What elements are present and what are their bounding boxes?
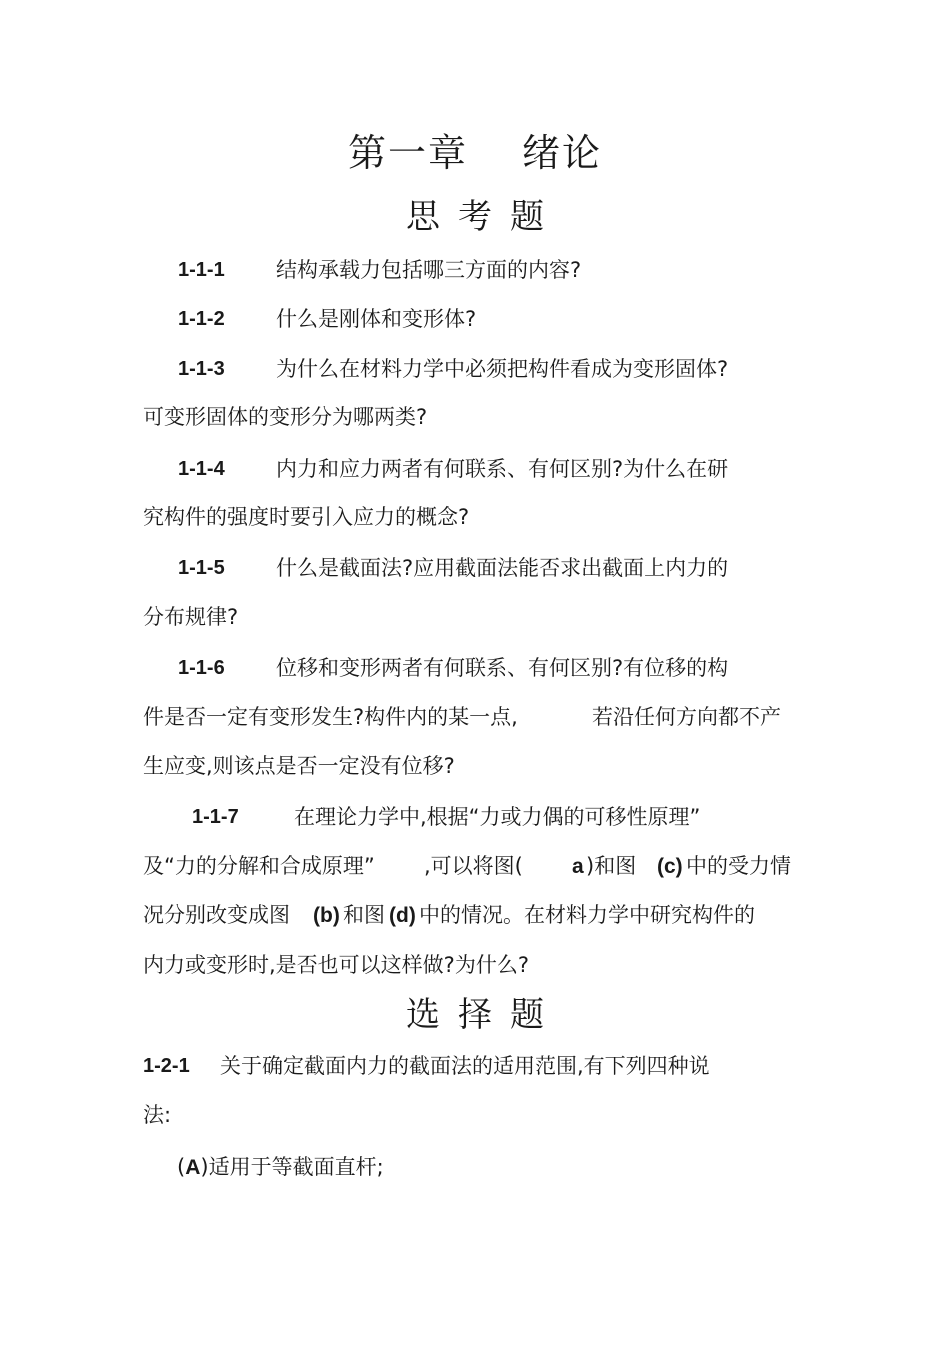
question-text — [657, 851, 683, 882]
question-text: 位移和变形两者有何联系、有何区别?有位移的构 — [276, 656, 729, 680]
question-text: 内力或变形时,是否也可以这样做?为什么? — [143, 953, 529, 977]
option-open: ( — [177, 1155, 186, 1179]
figure-ref-a: a — [572, 855, 584, 878]
question-text: 法: — [143, 1103, 172, 1127]
question-number: 1-1-1 — [178, 259, 225, 281]
option-a — [177, 1152, 384, 1183]
option-label: A — [185, 1156, 201, 1179]
figure-ref-d: (d) — [389, 904, 416, 927]
question-text: 在理论力学中,根据“力或力偶的可移性原理” — [294, 805, 701, 829]
question-number: 1-1-7 — [192, 806, 239, 828]
question-number: 1-1-3 — [178, 358, 225, 380]
question-text: )和图 — [586, 854, 637, 878]
question-number: 1-1-6 — [178, 657, 225, 679]
question-number: 1-2-1 — [143, 1055, 190, 1077]
question-text: 关于确定截面内力的截面法的适用范围,有下列四种说 — [220, 1054, 710, 1078]
question-text: 况分别改变成图 — [143, 903, 290, 927]
option-close: ) — [200, 1155, 209, 1179]
question-number: 1-1-4 — [178, 458, 225, 480]
question-text: 若沿任何方向都不产 — [592, 705, 781, 729]
section-title-thinking: 思考题 — [406, 197, 562, 237]
question-text: 中的受力情 — [686, 854, 791, 878]
question-text: ,可以将图( — [424, 854, 523, 878]
question-text: 究构件的强度时要引入应力的概念? — [143, 505, 470, 529]
section-title-choice: 选择题 — [406, 995, 562, 1035]
question-text — [389, 900, 416, 931]
question-text: 结构承载力包括哪三方面的内容? — [276, 258, 582, 282]
option-text: 适用于等截面直杆; — [208, 1155, 384, 1179]
question-text: 和图 — [343, 903, 385, 927]
figure-ref-c: (c) — [657, 855, 683, 878]
question-text: 什么是截面法?应用截面法能否求出截面上内力的 — [276, 556, 729, 580]
question-text: 可变形固体的变形分为哪两类? — [143, 405, 428, 429]
question-text: 及“力的分解和合成原理” — [143, 854, 375, 878]
question-text — [572, 851, 584, 882]
question-text: 生应变,则该点是否一定没有位移? — [143, 754, 455, 778]
figure-ref-b: (b) — [313, 904, 340, 927]
question-number: 1-1-5 — [178, 557, 225, 579]
question-text: 为什么在材料力学中必须把构件看成为变形固体? — [276, 357, 729, 381]
question-text — [313, 900, 340, 931]
question-text: 中的情况。在材料力学中研究构件的 — [419, 903, 755, 927]
chapter-title: 第一章 绪论 — [347, 131, 603, 175]
question-text: 什么是刚体和变形体? — [276, 307, 477, 331]
question-text: 件是否一定有变形发生?构件内的某一点, — [143, 705, 518, 729]
question-number: 1-1-2 — [178, 308, 225, 330]
question-text: 内力和应力两者有何联系、有何区别?为什么在研 — [276, 457, 729, 481]
question-text: 分布规律? — [143, 605, 239, 629]
